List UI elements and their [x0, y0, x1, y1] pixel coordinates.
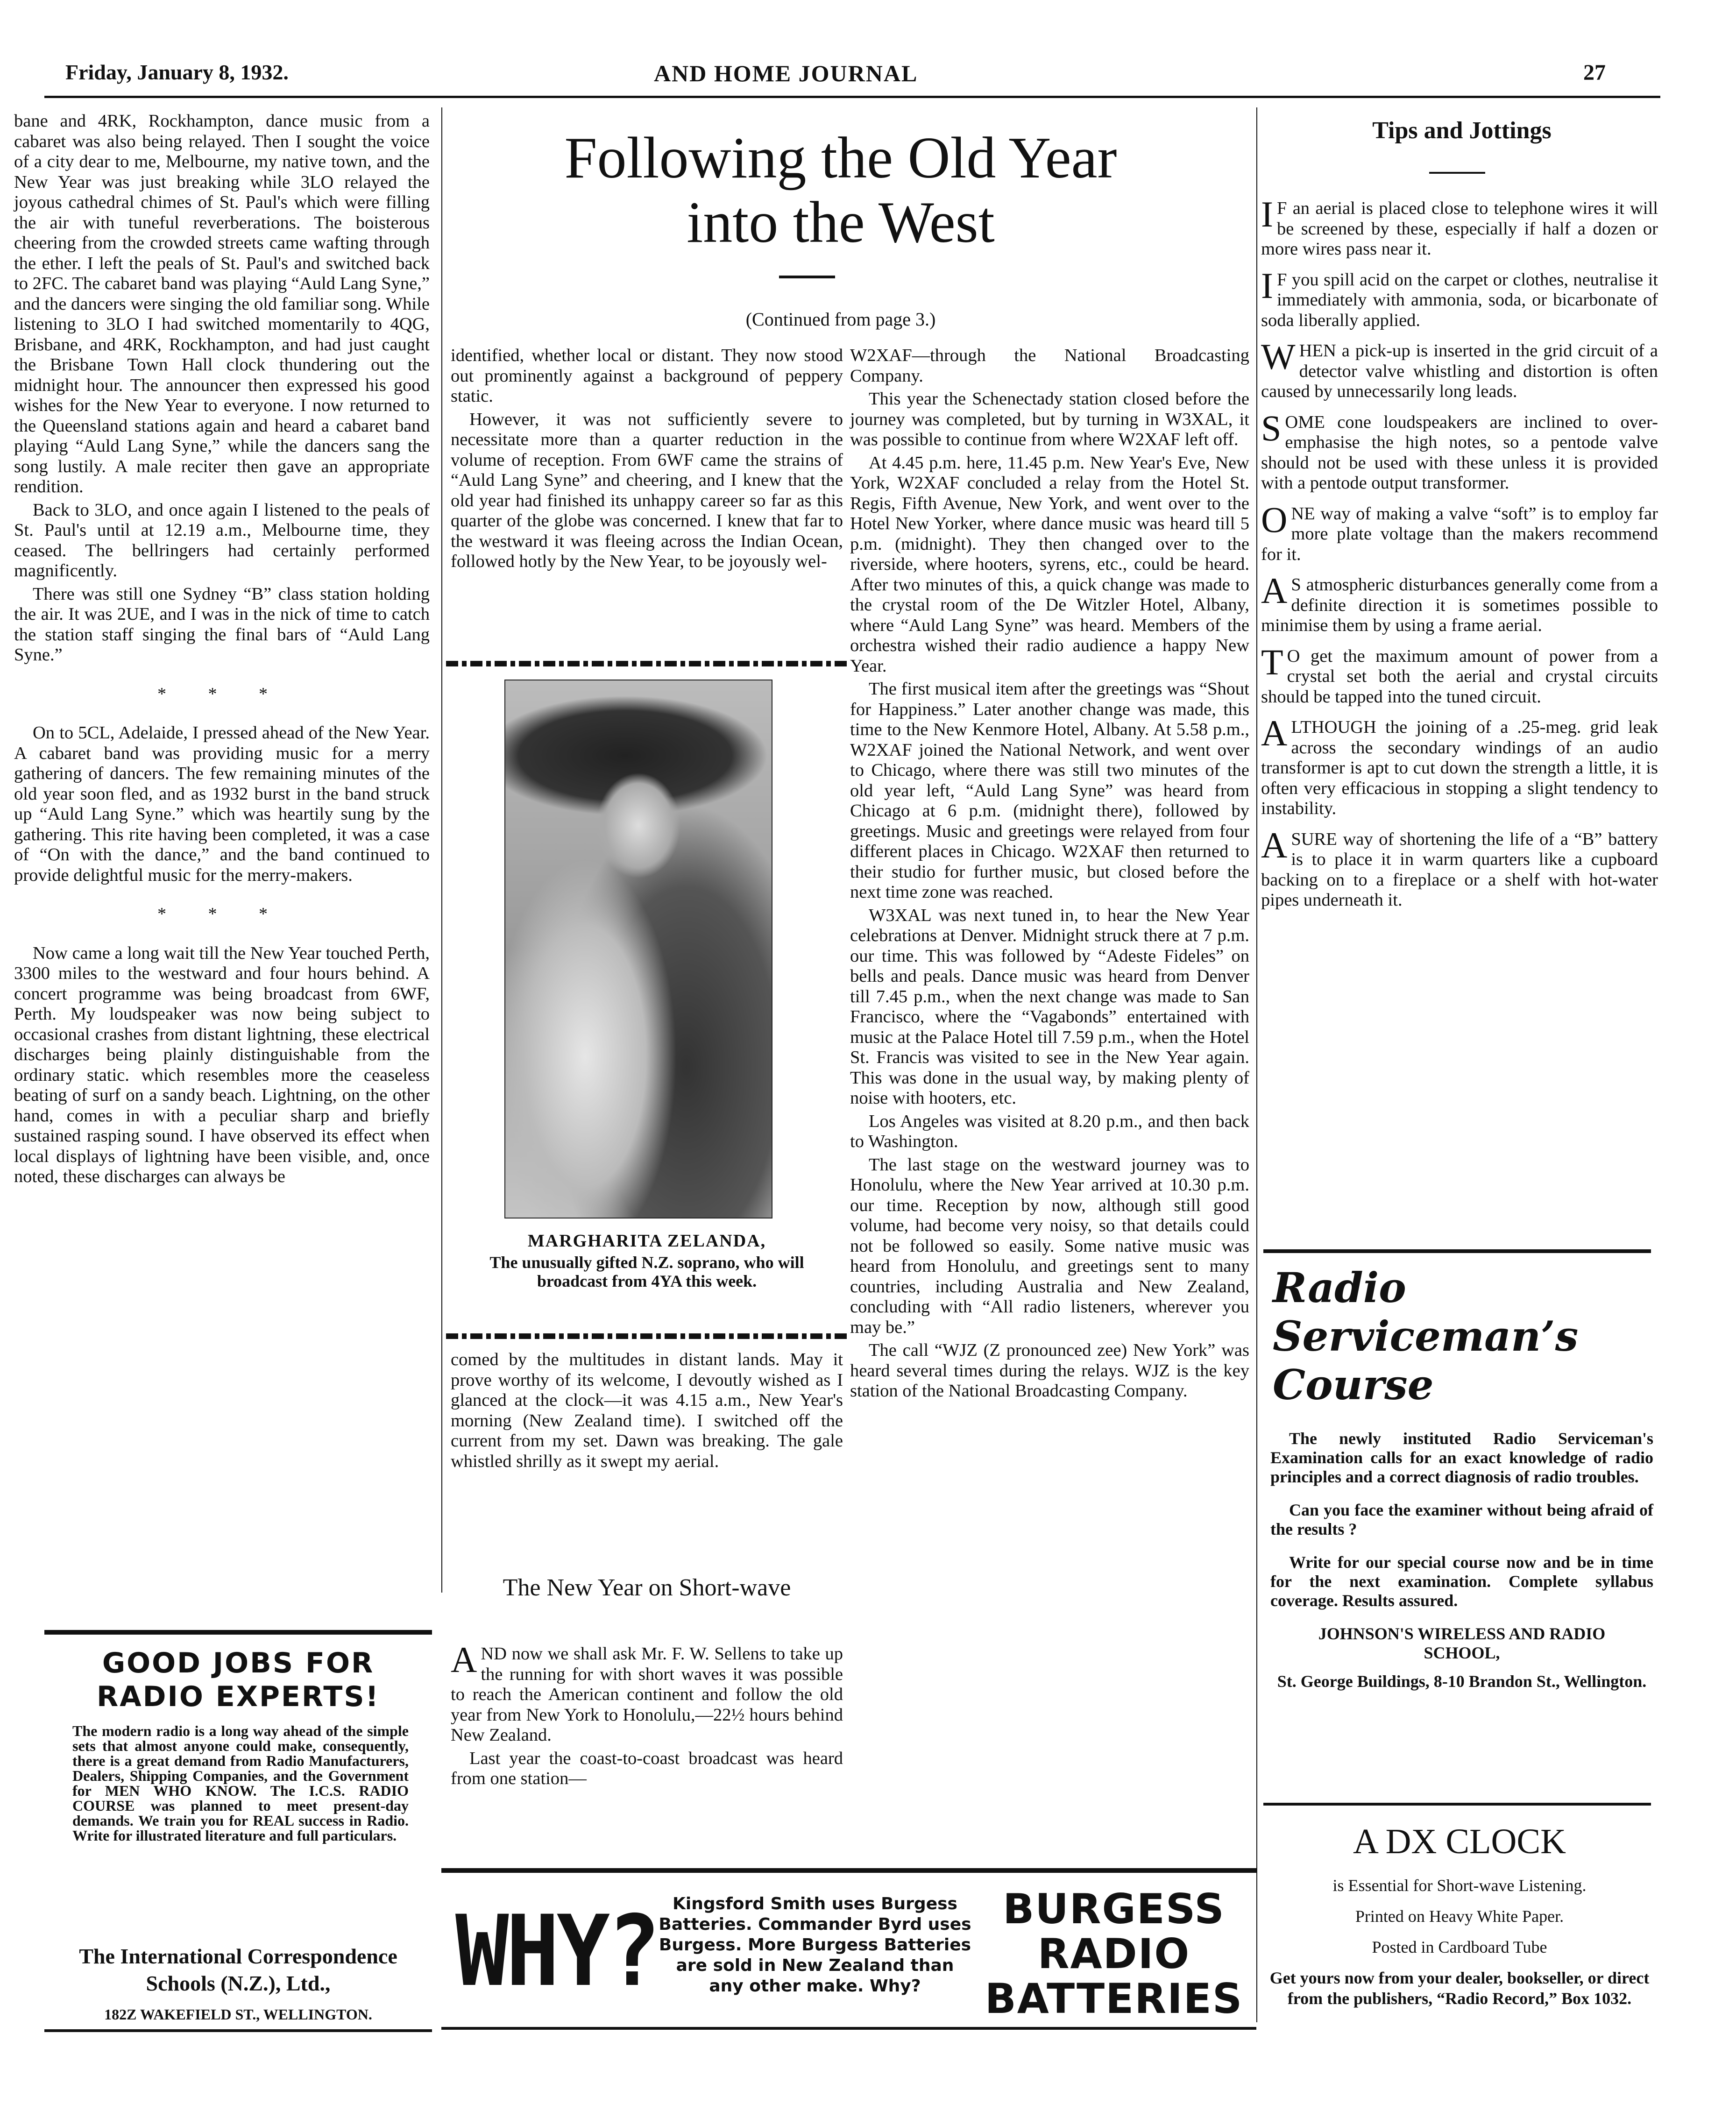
column-2-top: [451, 346, 843, 575]
course-ad-paragraph-1: The newly instituted Radio Serviceman's Examination calls for an exact knowledge of radio principles and a correct diagnosis of radio troubles.: [1270, 1429, 1653, 1486]
jobs-ad-bottom-rule: [44, 2029, 432, 2032]
burgess-brand: [976, 1887, 1252, 2021]
photo-bottom-border: [446, 1333, 848, 1339]
article-title: [458, 126, 1224, 255]
burgess-ad-bottom-rule: [441, 2027, 1256, 2030]
col3-paragraph-3: At 4.45 p.m. here, 11.45 p.m. New Year's Eve, New York, W2XAF concluded a relay from the Hotel St. Regis, Fifth Avenue, New York, and went over to the Hotel New Yorker, where dance music was heard till 5 p.m. (midnight). They then changed over to the riverside, where hooters, syrens, etc., could be heard. After two minutes of this, a quick change was made to the crystal room of the De Witzler Hotel, Albany, where “Auld Lang Syne” was heard. Members of the orchestra wished their radio audience a happy New Year.: [850, 453, 1249, 676]
article-title-line-1: Following the Old Year: [564, 126, 1117, 191]
tips-title: Tips and Jottings: [1372, 117, 1552, 144]
column-rule-3: [1256, 107, 1257, 2022]
col1-paragraph-4: On to 5CL, Adelaide, I pressed ahead of the New Year. A cabaret band was providing music for a merry gathering of dancers. The few remaining minutes of the old year soon fled, and as 1932 burst in the band struck up “Auld Lang Syne.” which was heartily sung by the gathering. This rite having been completed, it was a case of “On with the dance,” and the band continued to provide delightful music for the merry-makers.: [14, 723, 430, 885]
section-stars-1: * * *: [157, 684, 286, 704]
column-2-shortwave: [451, 1639, 843, 1792]
dx-clock-body: [1261, 1875, 1658, 2009]
burgess-ad-text: Kingsford Smith uses Burgess Batteries. Commander Byrd uses Burgess. More Burgess Batteries are sold in New Zealand than any other make. Why?: [659, 1894, 971, 1996]
col3-paragraph-5: W3XAL was next tuned in, to hear the New Year celebrations at Denver. Midnight struck there at 7 p.m. our time. This was followed by “Adeste Fideles” on bells and peals. Dance music was heard from Denver till 7.45 p.m., when the next change was made to San Francisco, where the “Vagabonds” entertained with music at the Palace Hotel till 7.59 p.m., when the Hotel St. Francis was visited to see in the New Year again. This was done in the usual way, by making plenty of noise with hooters, etc.: [850, 905, 1249, 1108]
col1-paragraph-1: bane and 4RK, Rockhampton, dance music from a cabaret was also being relayed. Then I sought the voice of a city dear to me, Melbourne, my native town, and the New Year was just breaking while 3LO relayed the joyous cathedral chimes of St. Paul's which were filling the air with tuneful reverberations. The boisterous cheering from the crowded streets came wafting through the ether. I left the peals of St. Paul's and switched back to 2FC. The cabaret band was playing “Auld Lang Syne,” and the dancers were singing the old familiar song. While listening to 3LO I had switched momentarily to 4QG, Brisbane, and 4RK, Rockhampton, and had just caught the Brisbane Town Hall clock thundering out the midnight hour. The announcer then expressed his good wishes for the New Year to everyone. I now returned to the Queensland stations again and heard a cabaret band playing “Auld Lang Syne,” while the dancers sang the song lustily. A male reciter then gave an appropriate rendition.: [14, 111, 430, 496]
tip-item: AS atmospheric disturbances generally come from a definite direction it is sometimes possible to minimise them by using a frame aerial.: [1261, 570, 1658, 635]
tip-item: ASURE way of shortening the life of a “B” battery is to place it in warm quarters like a cupboard backing on to a fireplace or a shelf with hot-water pipes underneath it.: [1261, 824, 1658, 910]
col3-paragraph-6: Los Angeles was visited at 8.20 p.m., and then back to Washington.: [850, 1111, 1249, 1151]
course-title-line-1: Radio: [1273, 1263, 1406, 1312]
header-journal: AND HOME JOURNAL: [654, 60, 918, 86]
jobs-org-line-1: The International Correspondence: [79, 1944, 397, 1968]
col2-paragraph-5: Last year the coast-to-coast broadcast was heard from one station—: [451, 1748, 843, 1788]
photo-top-border: [446, 661, 848, 666]
photo-caption-name: MARGHARITA ZELANDA,: [527, 1231, 766, 1251]
col2-paragraph-1: identified, whether local or distant. They now stood out prominently against a background of peppery static.: [451, 346, 843, 406]
course-ad-top-rule: [1263, 1249, 1651, 1253]
course-title-line-2: Serviceman’s: [1273, 1312, 1579, 1360]
tip-item: ALTHOUGH the joining of a .25-meg. grid leak across the secondary windings of an audio transformer is apt to cut down the strength a little, it is often very efficacious in stopping a slight tendency to instability.: [1261, 713, 1658, 818]
column-1: [14, 111, 430, 1190]
dx-clock-title: A DX CLOCK: [1353, 1822, 1566, 1861]
column-rule-1: [441, 107, 442, 1593]
continued-note: (Continued from page 3.): [745, 309, 936, 330]
course-ad-body: [1270, 1429, 1653, 1694]
jobs-ad-title: [44, 1646, 432, 1714]
jobs-ad-address: 182Z WAKEFIELD ST., WELLINGTON.: [104, 2006, 372, 2023]
tip-item: SOME cone loudspeakers are inclined to over-emphasise the high notes, so a pentode valve should not be used with these unless it is provided with a pentode output transformer.: [1261, 407, 1658, 493]
burgess-brand-line-3: BATTERIES: [985, 1975, 1243, 2023]
tip-item: IF an aerial is placed close to telephone wires it will be screened by these, especially if half a dozen or more wires pass near it.: [1261, 194, 1658, 259]
course-ad-bottom-rule: [1263, 1803, 1651, 1806]
jobs-title-line-2: RADIO EXPERTS!: [97, 1680, 380, 1713]
header-rule: [44, 96, 1660, 98]
col2-paragraph-4: AND now we shall ask Mr. F. W. Sellens to take up the running for with short waves it was possible to reach the American continent and follow the old year from New York to Honolulu,—22½ hours behind New Zealand.: [451, 1639, 843, 1745]
burgess-why: WHY?: [455, 1894, 658, 2008]
photo-caption-text: The unusually gifted N.Z. soprano, who will broadcast from 4YA this week.: [489, 1253, 804, 1290]
jobs-org-line-2: Schools (N.Z.), Ltd.,: [146, 1971, 331, 1995]
col1-paragraph-3: There was still one Sydney “B” class station holding the air. It was 2UE, and I was in the nick of time to catch the station staff singing the final bars of “Auld Lang Syne.”: [14, 584, 430, 665]
tip-item: WHEN a pick-up is inserted in the grid circuit of a detector valve whistling and distortion is often caused by unnecessarily long leads.: [1261, 336, 1658, 401]
col3-paragraph-2: This year the Schenectady station closed before the journey was completed, but by turning in W3XAL, it was possible to continue from where W2XAF left off.: [850, 389, 1249, 449]
col2-paragraph-3: comed by the multitudes in distant lands. May it prove worthy of its welcome, I devoutly wished as I glanced at the clock—it was 4.15 a.m., New Year's morning (New Zealand time). I switched off the current from my set. Dawn was breaking. The gale whistled shrilly as it swept my aerial.: [451, 1350, 843, 1471]
tip-item: IF you spill acid on the carpet or clothes, neutralise it immediately with ammonia, soda, or bicarbonate of soda liberally applied.: [1261, 265, 1658, 330]
jobs-ad-body: The modern radio is a long way ahead of the simple sets that almost anyone could make, consequently, there is a great demand from Radio Manufacturers, Dealers, Shipping Companies, and the Government for MEN WHO KNOW. The I.C.S. RADIO COURSE was planned to meet present-day demands. We train you for REAL success in Radio. Write for illustrated literature and full particulars.: [72, 1722, 409, 1844]
section-stars-2: * * *: [157, 904, 286, 924]
course-ad-paragraph-3: Write for our special course now and be in time for the next examination. Complete syllabus coverage. Results assured.: [1270, 1553, 1653, 1610]
tip-item: ONE way of making a valve “soft” is to employ far more plate voltage than the makers recommend for it.: [1261, 499, 1658, 564]
dx-clock-line-4: Get yours now from your dealer, bookseller, or direct from the publishers, “Radio Record,” Box 1032.: [1269, 1969, 1650, 2008]
course-ad-paragraph-2: Can you face the examiner without being afraid of the results ?: [1270, 1501, 1653, 1538]
jobs-title-line-1: GOOD JOBS FOR: [102, 1647, 375, 1679]
course-ad-school-address: St. George Buildings, 8-10 Brandon St., Wellington.: [1277, 1672, 1647, 1691]
dx-clock-line-1: is Essential for Short-wave Listening.: [1332, 1876, 1587, 1895]
column-3: [850, 346, 1249, 1404]
tips-list: [1261, 194, 1658, 921]
burgess-brand-line-2: RADIO: [1037, 1930, 1190, 1978]
column-2-bottom: [451, 1350, 843, 1474]
jobs-ad-top-rule: [44, 1630, 432, 1635]
course-title-line-3: Course: [1273, 1360, 1434, 1409]
col3-paragraph-8: The call “WJZ (Z pronounced zee) New York” was heard several times during the relays. WJZ is the key station of the National Broadcasting Company.: [850, 1340, 1249, 1401]
col3-paragraph-7: The last stage on the westward journey was to Honolulu, where the New Year arrived at 10.30 p.m. our time. Reception by now, although still good volume, had become very noisy, so that details could not be followed so easily. Some native music was heard from Honolulu, and greetings sent to many countries, including Australia and New Zealand, concluding with “All radio listeners, wherever you may be.”: [850, 1155, 1249, 1337]
tip-item: TO get the maximum amount of power from a crystal set both the aerial and crystal circuits should be tapped into the tuned circuit.: [1261, 641, 1658, 707]
article-title-line-2: into the West: [687, 190, 995, 255]
course-ad-school-name: JOHNSON'S WIRELESS AND RADIO SCHOOL,: [1318, 1624, 1606, 1662]
jobs-ad-org: [44, 1943, 432, 1997]
page-number: 27: [1583, 60, 1606, 85]
col3-paragraph-4: The first musical item after the greetings was “Shout for Happiness.” Later another change was made, this time to the New Kenmore Hotel, Albany. At 5.58 p.m., W2XAF joined the National Network, and went over to Chicago, where there was still two minutes of the old year left, “Auld Lang Syne” was heard from Chicago at 6 p.m. (midnight there), followed by greetings. Music and greetings were relayed from four different places in Chicago. W2XAF then returned to their studio for further music, but closed before the next time zone was reached.: [850, 679, 1249, 902]
header-date: Friday, January 8, 1932.: [65, 60, 289, 84]
sub-heading: The New Year on Short-wave: [503, 1574, 791, 1601]
burgess-brand-line-1: BURGESS: [1003, 1885, 1225, 1933]
tips-title-underline: [1429, 172, 1485, 174]
col2-paragraph-2: However, it was not sufficiently severe to necessitate more than a quarter reduction in the volume of reception. From 6WF came the strains of “Auld Lang Syne” and cheering, and I knew that the old year had finished its unhappy career so far as this quarter of the globe was concerned. I knew that far to the westward it was fleeing across the Indian Ocean, followed hotly by the New Year, to be joyously wel-: [451, 409, 843, 571]
portrait-photo: [504, 680, 772, 1218]
col3-paragraph-1: W2XAF—through the National Broadcasting Company.: [850, 346, 1249, 386]
col1-paragraph-5: Now came a long wait till the New Year touched Perth, 3300 miles to the westward and four hours behind. A concert programme was being broadcast from 6WF, Perth. My loudspeaker was now being subject to occasional crashes from distant lightning, these electrical discharges being plainly distinguishable from the ordinary static. which resembles more the ceaseless beating of surf on a sandy beach. Lightning, on the other hand, comes in with a peculiar sharp and briefly sustained rasping sound. I have observed its effect when local displays of lightning have been visible, and, once noted, these discharges can always be: [14, 943, 430, 1186]
dx-clock-line-2: Printed on Heavy White Paper.: [1355, 1907, 1564, 1926]
course-ad-title: [1273, 1263, 1656, 1409]
burgess-ad-top-rule: [441, 1868, 1256, 1873]
col1-paragraph-2: Back to 3LO, and once again I listened to the peals of St. Paul's until at 12.19 a.m., Melbourne time, they ceased. The bellringers had certainly performed magnificently.: [14, 500, 430, 581]
title-underline: [779, 276, 835, 278]
dx-clock-line-3: Posted in Cardboard Tube: [1372, 1938, 1547, 1956]
